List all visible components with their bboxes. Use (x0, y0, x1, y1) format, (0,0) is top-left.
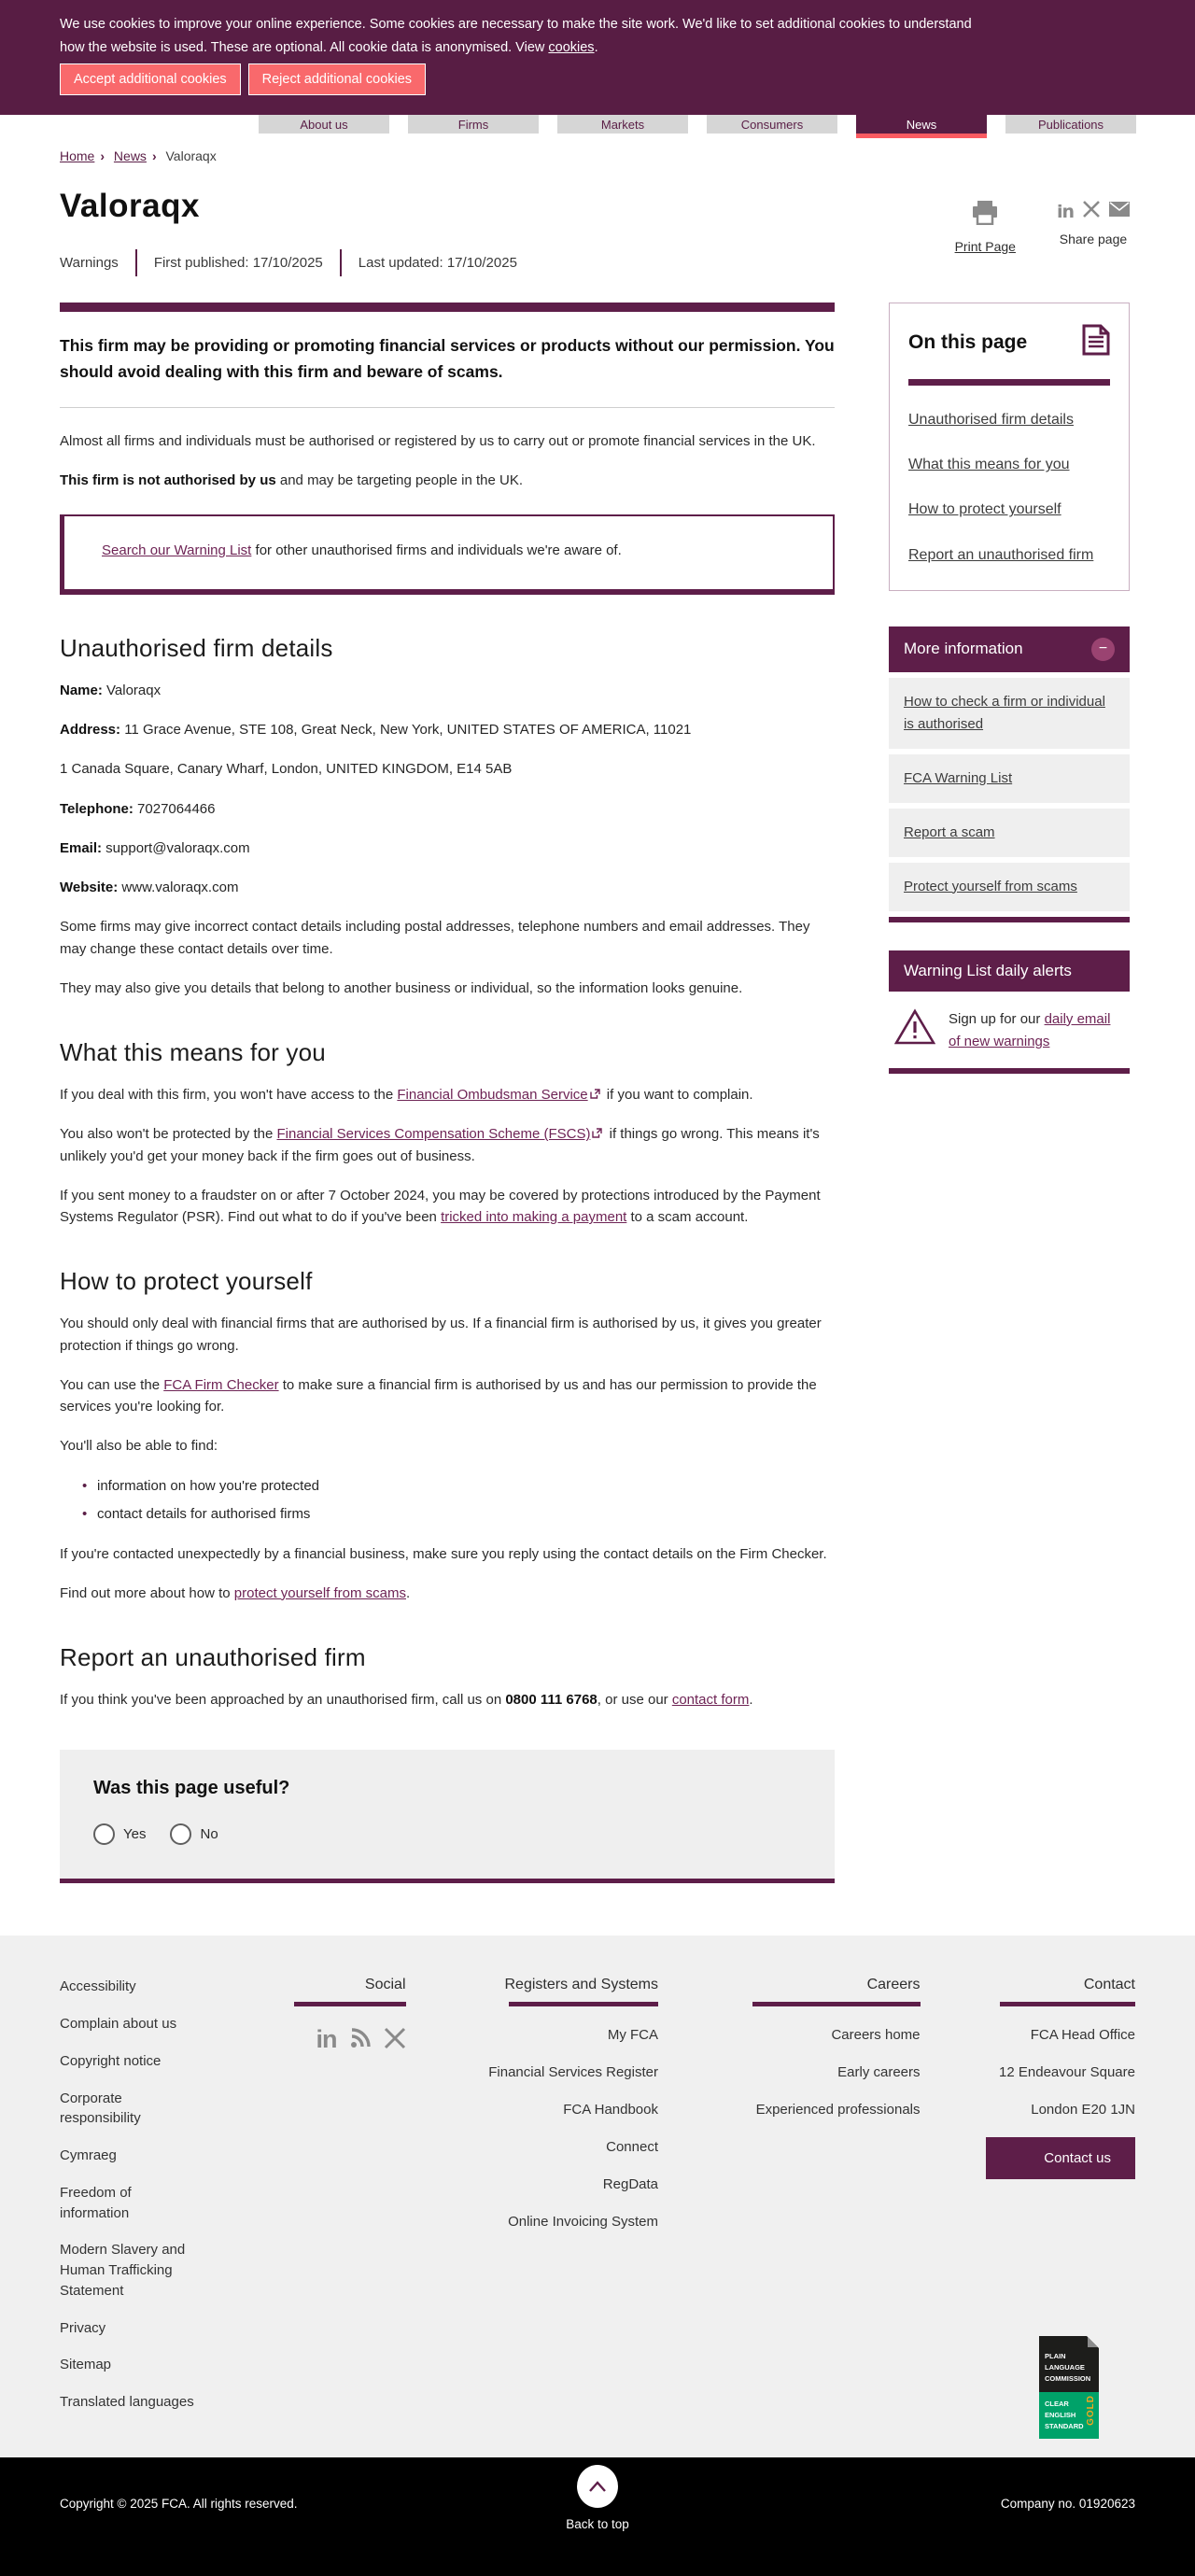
warning-list-callout (60, 514, 835, 595)
document-icon (1082, 324, 1110, 360)
chevron-up-icon (588, 2480, 607, 2493)
list-item: • contact details for authorised firms (82, 1503, 835, 1526)
feedback-yes-radio[interactable] (93, 1823, 115, 1845)
footer-link-complain[interactable]: Complain about us (60, 2016, 177, 2032)
daily-alerts-text (949, 1008, 1117, 1053)
footer-link-modern-slavery[interactable]: Modern Slavery and Human Trafficking Statement (60, 2242, 186, 2299)
plc-text: LANGUAGE (1045, 2362, 1085, 2372)
protect-bullet-list (82, 1475, 835, 1526)
breadcrumb-current: Valoraqx (165, 148, 217, 163)
paragraph-text: if you want to complain. (602, 1087, 753, 1103)
print-page-link[interactable]: Print Page (954, 239, 1016, 254)
on-this-page-title: On this page (908, 331, 1028, 353)
feedback-question: Was this page useful? (93, 1778, 290, 1799)
share-page-label: Share page (1059, 232, 1128, 246)
paragraph-text: . (406, 1584, 411, 1601)
footer-careers-column (724, 1977, 921, 2429)
daily-alerts-box (889, 950, 1130, 1074)
footer-link-early-careers[interactable]: Early careers (837, 2064, 921, 2081)
protect-yourself-scams-link[interactable]: protect yourself from scams (233, 1584, 406, 1601)
cookie-banner (0, 0, 1046, 61)
protect-paragraph: You should only deal with financial firms that are authorised by us. If a financial firm is authorised by us, it gives you greater protection if things go wrong. (60, 1316, 822, 1354)
paragraph-text: . (749, 1692, 753, 1708)
search-warning-list-link[interactable]: Search our Warning List (102, 542, 252, 558)
footer-about-column (60, 1977, 200, 2429)
footer-link-corporate-responsibility[interactable]: Corporate responsibility (60, 2090, 141, 2127)
more-info-item (889, 754, 1130, 803)
footer-link-translated-languages[interactable]: Translated languages (60, 2394, 194, 2410)
check-firm-authorised-link[interactable]: How to check a firm or individual is authorised (904, 693, 1105, 732)
paragraph-text: If you deal with this firm, you won't have access to the (60, 1087, 398, 1103)
field-value: 11 Grace Avenue, STE 108, Great Neck, New York, UNITED STATES OF AMERICA, 11021 (120, 722, 692, 738)
find-intro-paragraph: You'll also be able to find: (60, 1438, 218, 1455)
linkedin-share-icon[interactable]: in (1056, 201, 1074, 222)
footer-link-cymraeg[interactable]: Cymraeg (60, 2147, 117, 2163)
anchor-what-this-means[interactable]: What this means for you (908, 457, 1070, 473)
footer-link-connect[interactable]: Connect (606, 2139, 658, 2156)
back-to-top-button[interactable] (577, 2465, 618, 2508)
contact-line: London E20 1JN (1031, 2102, 1135, 2119)
not-authorised-bold: This firm is not authorised by us (60, 472, 276, 489)
reject-cookies-button[interactable]: Reject additional cookies (248, 63, 426, 95)
accept-cookies-button[interactable]: Accept additional cookies (60, 63, 241, 95)
column-rule (752, 2002, 921, 2006)
psr-paragraph (60, 1185, 835, 1229)
plc-text: COMMISSION (1045, 2373, 1091, 2383)
external-link-icon (590, 1084, 600, 1105)
report-paragraph (60, 1689, 835, 1710)
paragraph-text: Sign up for our (949, 1010, 1045, 1027)
linkedin-icon[interactable]: in (316, 2025, 337, 2054)
plc-gold-label: GOLD (1086, 2394, 1096, 2426)
field-value: www.valoraqx.com (118, 880, 239, 895)
report-heading: Report an unauthorised firm (60, 1643, 366, 1671)
fscs-link[interactable]: Financial Services Compensation Scheme (FSCS) (276, 1126, 591, 1143)
warning-list-callout-text: for other unauthorised firms and individuals we're aware of. (251, 542, 622, 558)
tab-consumers[interactable]: Consumers (707, 115, 837, 134)
firm-details-note: They may also give you details that belong to another business or individual, so the information looks genuine. (60, 979, 743, 996)
back-to-top-label: Back to top (566, 2516, 629, 2531)
more-info-item (889, 863, 1130, 911)
anchor-report-unauthorised-firm[interactable]: Report an unauthorised firm (908, 546, 1094, 563)
column-rule (294, 2002, 406, 2006)
footer-link-fca-handbook[interactable]: FCA Handbook (563, 2102, 658, 2119)
footer-careers-title: Careers (866, 1977, 921, 1993)
contacted-unexpectedly-paragraph: If you're contacted unexpectedly by a financial business, make sure you reply using the contact details on the Firm Checker. (60, 1545, 827, 1562)
breadcrumb-news[interactable]: News (113, 148, 147, 163)
copyright-text: Copyright © 2025 FCA. All rights reserved. (60, 2496, 298, 2511)
paragraph-text: If you think you've been approached by an unauthorised firm, call us on (60, 1692, 506, 1708)
footer-link-copyright[interactable]: Copyright notice (60, 2052, 162, 2069)
email-share-icon[interactable] (1109, 202, 1130, 221)
report-a-scam-link[interactable]: Report a scam (904, 823, 995, 840)
first-published: First published: 17/10/2025 (135, 249, 340, 276)
plc-text: CLEAR (1045, 2399, 1069, 2408)
firm-website-field (60, 877, 835, 898)
tab-firms[interactable]: Firms (408, 115, 539, 134)
external-link-icon (592, 1123, 602, 1145)
column-rule (1000, 2002, 1135, 2006)
footer-link-careers-home[interactable]: Careers home (831, 2027, 921, 2044)
fca-firm-checker-link[interactable]: FCA Firm Checker (163, 1376, 279, 1393)
fscs-paragraph (60, 1123, 835, 1167)
footer-link-sitemap[interactable]: Sitemap (60, 2357, 112, 2373)
anchor-unauthorised-firm-details[interactable]: Unauthorised firm details (908, 412, 1074, 428)
footer-link-experienced-professionals[interactable]: Experienced professionals (755, 2102, 921, 2119)
tab-about-us[interactable]: About us (259, 115, 389, 134)
footer-link-accessibility[interactable]: Accessibility (60, 1978, 136, 1995)
footer-link-online-invoicing[interactable]: Online Invoicing System (508, 2214, 658, 2231)
anchor-how-to-protect[interactable]: How to protect yourself (908, 501, 1061, 518)
feedback-no-radio[interactable] (170, 1823, 191, 1845)
footer-social-column (266, 1977, 406, 2429)
tab-markets[interactable]: Markets (557, 115, 688, 134)
footer-link-freedom-of-information[interactable]: Freedom of information (60, 2184, 132, 2221)
contact-line: 12 Endeavour Square (999, 2064, 1135, 2081)
cookie-text-end: . (594, 40, 598, 56)
paragraph-text: You also won't be protected by the (60, 1126, 277, 1143)
firm-details-heading: Unauthorised firm details (60, 633, 333, 662)
field-label: Name: (60, 682, 103, 698)
firm-details-note: Some firms may give incorrect contact details including postal addresses, telephone numbers and email addresses. They may change these contact details over time. (60, 919, 810, 957)
page-fold-decoration (1087, 2336, 1099, 2348)
field-value: Valoraqx (102, 682, 162, 698)
tab-news[interactable]: News (856, 115, 987, 134)
site-header (0, 0, 1195, 132)
daily-alerts-title: Warning List daily alerts (904, 961, 1072, 979)
paragraph-text: You can use the (60, 1376, 164, 1393)
column-rule (509, 2002, 658, 2006)
more-info-item (889, 809, 1130, 857)
not-authorised-rest: and may be targeting people in the UK. (275, 472, 524, 489)
warning-statement: This firm may be providing or promoting financial services or products without our permission. You should avoid dealing with this firm and beware of scams. (60, 336, 835, 381)
breadcrumb-home[interactable]: Home (60, 148, 95, 163)
rss-icon[interactable] (350, 2028, 371, 2052)
field-value: support@valoraqx.com (102, 839, 250, 856)
title-underline-bar (908, 379, 1110, 386)
plc-text: PLAIN (1045, 2351, 1066, 2360)
cookie-policy-link[interactable]: cookies (548, 40, 595, 56)
ombudsman-paragraph (60, 1084, 835, 1105)
contact-line: FCA Head Office (1030, 2027, 1135, 2044)
primary-nav (259, 115, 1136, 134)
field-label: Website: (60, 880, 119, 895)
footer-link-regdata[interactable]: RegData (602, 2176, 658, 2193)
paragraph-text: Find out more about how to (60, 1584, 234, 1601)
feedback-yes-option[interactable] (93, 1823, 146, 1845)
tricked-into-payment-link[interactable]: tricked into making a payment (441, 1209, 627, 1225)
warning-intro-section (60, 303, 835, 595)
footer-link-fs-register[interactable]: Financial Services Register (488, 2064, 658, 2081)
financial-ombudsman-link[interactable]: Financial Ombudsman Service (397, 1087, 588, 1103)
paragraph-text: , or use our (597, 1692, 672, 1708)
field-label: Address: (60, 722, 121, 738)
paragraph-text: if things go wrong. This means it's unlikely you'd get your money back if the firm goes out of business. (60, 1126, 820, 1164)
cookie-text: We use cookies to improve your online experience. Some cookies are necessary to make the site work. We'd like to set additional cookies to understand how the website is used. These are optional. All cookie data is anonymised. View (60, 17, 972, 56)
chevron-right-icon: › (100, 148, 105, 163)
bottom-bar (0, 2457, 1195, 2576)
more-information-title: More information (904, 640, 1023, 658)
paragraph-text: to make sure a financial firm is authorised by us and has our permission to provide the services you're looking for. (60, 1376, 817, 1415)
box-bottom-bar (889, 917, 1130, 922)
page-title: Valoraqx (60, 188, 200, 224)
page-feedback-box (60, 1750, 835, 1883)
firm-telephone-field (60, 798, 835, 820)
sidebar (889, 303, 1130, 1883)
contact-us-button[interactable]: Contact us (986, 2137, 1135, 2179)
warning-triangle-icon (894, 1008, 935, 1050)
contact-form-link[interactable]: contact form (671, 1692, 750, 1708)
daily-email-signup-link[interactable]: daily email of new warnings (949, 1010, 1111, 1049)
what-this-means-heading: What this means for you (60, 1038, 326, 1066)
divider (60, 407, 835, 408)
not-authorised-paragraph (60, 470, 835, 491)
x-icon[interactable] (384, 2027, 406, 2053)
plc-text: ENGLISH (1045, 2410, 1076, 2419)
plain-language-commission-logo (1039, 2336, 1099, 2439)
footer-link-privacy[interactable]: Privacy (60, 2319, 106, 2336)
on-this-page-box (889, 303, 1130, 591)
field-label: Email: (60, 839, 103, 856)
protect-heading: How to protect yourself (60, 1267, 313, 1296)
firm-checker-paragraph (60, 1374, 835, 1418)
feedback-no-label: No (200, 1826, 218, 1843)
breadcrumb (60, 148, 1135, 163)
firm-email-field (60, 838, 835, 859)
x-share-icon[interactable] (1083, 201, 1100, 222)
scams-link-paragraph (60, 1583, 835, 1604)
collapse-minus-button[interactable]: − (1091, 638, 1115, 661)
footer-registers-title: Registers and Systems (504, 1977, 658, 1993)
firm-address-field (60, 719, 835, 740)
firm-name-field (60, 680, 835, 701)
section-divider-bar (60, 303, 835, 312)
chevron-right-icon: › (151, 148, 157, 163)
more-information-box (889, 626, 1130, 922)
category-label: Warnings (60, 255, 119, 271)
field-value: 7027064466 (133, 800, 216, 817)
field-label: Telephone: (60, 800, 134, 817)
footer-registers-column (471, 1977, 658, 2429)
list-item: • information on how you're protected (82, 1475, 835, 1498)
footer-link-my-fca[interactable]: My FCA (607, 2027, 658, 2044)
footer-contact-title: Contact (1083, 1977, 1135, 1993)
intro-paragraph: Almost all firms and individuals must be authorised or registered by us to carry out or promote financial services in the UK. (60, 433, 816, 449)
last-updated: Last updated: 17/10/2025 (340, 249, 534, 276)
box-bottom-bar (889, 1068, 1130, 1074)
firm-address2-field: 1 Canada Square, Canary Wharf, London, UNITED KINGDOM, E14 5AB (60, 761, 513, 778)
paragraph-text: to a scam account. (626, 1209, 749, 1225)
more-info-item (889, 678, 1130, 749)
protect-from-scams-link[interactable]: Protect yourself from scams (904, 878, 1077, 894)
feedback-no-option[interactable] (170, 1823, 218, 1845)
cookie-buttons (60, 63, 426, 95)
company-number: Company no. 01920623 (1000, 2496, 1135, 2511)
phone-number: 0800 111 6768 (505, 1692, 598, 1708)
fca-warning-list-link[interactable]: FCA Warning List (904, 769, 1013, 786)
footer-social-title: Social (364, 1977, 406, 1993)
plc-text: STANDARD (1045, 2421, 1084, 2430)
paragraph-text: If you sent money to a fraudster on or after 7 October 2024, you may be covered by protections introduced by the Payment Systems Regulator (PSR). Find out what to do if you've been (60, 1187, 821, 1225)
feedback-yes-label: Yes (123, 1826, 147, 1843)
site-footer (0, 1936, 1195, 2457)
printer-icon[interactable] (972, 201, 998, 230)
tab-publications[interactable]: Publications (1005, 115, 1136, 134)
